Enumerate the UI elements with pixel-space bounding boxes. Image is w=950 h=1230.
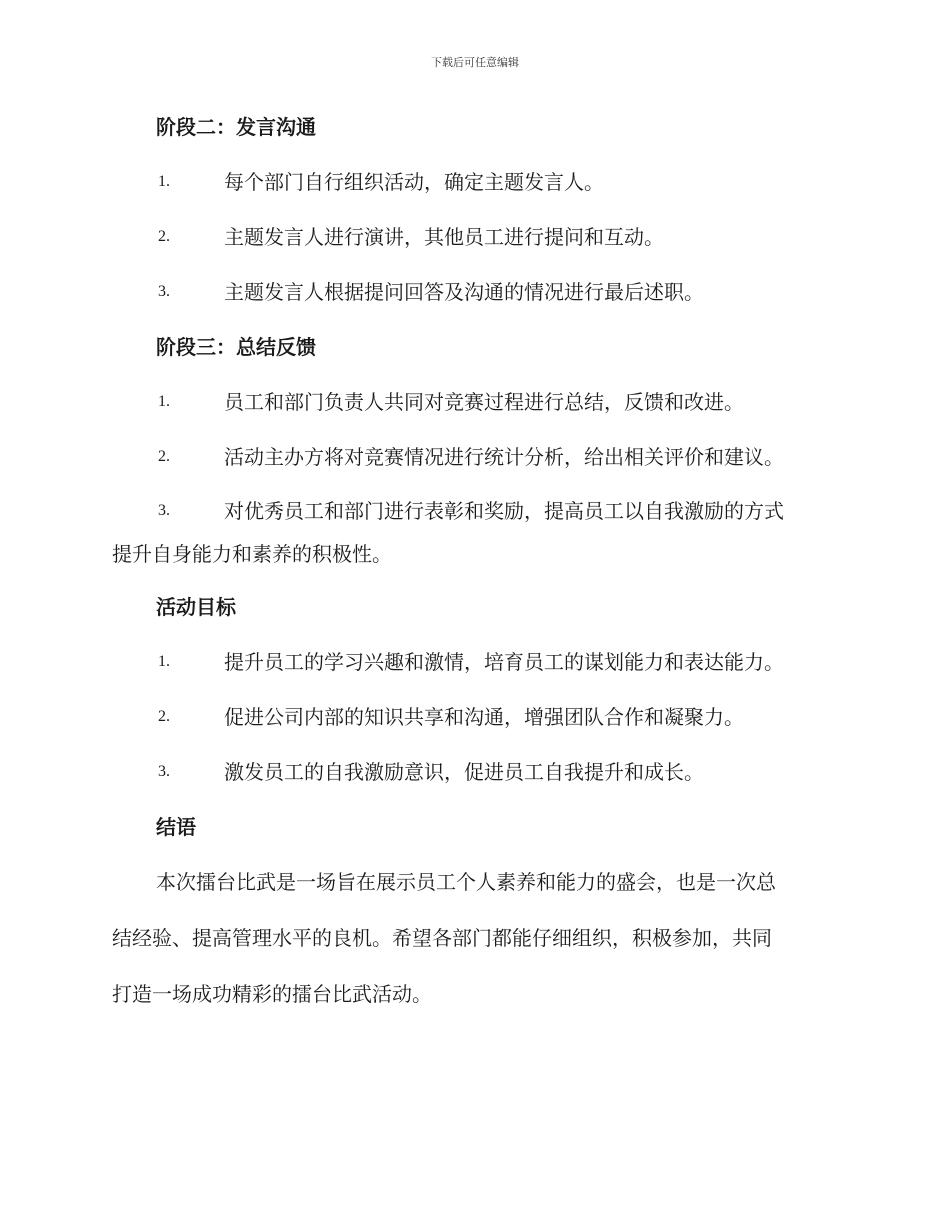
list-number: 1. xyxy=(158,653,170,670)
list-item-text: 主题发言人进行演讲，其他员工进行提问和互动。 xyxy=(224,225,664,249)
list-number: 3. xyxy=(158,283,170,300)
list-item-text: 促进公司内部的知识共享和沟通，增强团队合作和凝聚力。 xyxy=(224,705,744,729)
page-header: 下载后可任意编辑 xyxy=(431,56,519,69)
list-item-text: 对优秀员工和部门进行表彰和奖励，提高员工以自我激励的方式 xyxy=(224,499,784,523)
list-item-text: 提升员工的学习兴趣和激情，培育员工的谋划能力和表达能力。 xyxy=(224,650,784,674)
section-heading-goals: 活动目标 xyxy=(156,595,236,619)
text-line: 提升自身能力和素养的积极性。 xyxy=(112,542,392,566)
section-heading-conclusion: 结语 xyxy=(156,815,196,839)
section-heading-stage-three: 阶段三：总结反馈 xyxy=(156,335,316,359)
text-line: 本次擂台比武是一场旨在展示员工个人素养和能力的盛会，也是一次总 xyxy=(156,870,776,894)
list-number: 3. xyxy=(158,502,170,519)
list-item-continuation xyxy=(112,526,832,582)
list-number: 2. xyxy=(158,708,170,725)
list-number: 2. xyxy=(158,448,170,465)
list-item-text: 活动主办方将对竞赛情况进行统计分析，给出相关评价和建议。 xyxy=(224,445,784,469)
list-number: 3. xyxy=(158,763,170,780)
list-item-text: 主题发言人根据提问回答及沟通的情况进行最后述职。 xyxy=(224,280,704,304)
text-line: 打造一场成功精彩的擂台比武活动。 xyxy=(112,982,432,1006)
list-item-text: 员工和部门负责人共同对竞赛过程进行总结，反馈和改进。 xyxy=(224,390,744,414)
section-heading-stage-two: 阶段二：发言沟通 xyxy=(156,115,316,139)
text-line: 结经验、提高管理水平的良机。希望各部门都能仔细组织，积极参加，共同 xyxy=(112,926,772,950)
conclusion-paragraph xyxy=(112,854,832,1022)
list-number: 1. xyxy=(158,393,170,410)
list-number: 1. xyxy=(158,173,170,190)
list-item-text: 每个部门自行组织活动，确定主题发言人。 xyxy=(224,170,604,194)
list-number: 2. xyxy=(158,228,170,245)
list-item-text: 激发员工的自我激励意识，促进员工自我提升和成长。 xyxy=(224,760,704,784)
